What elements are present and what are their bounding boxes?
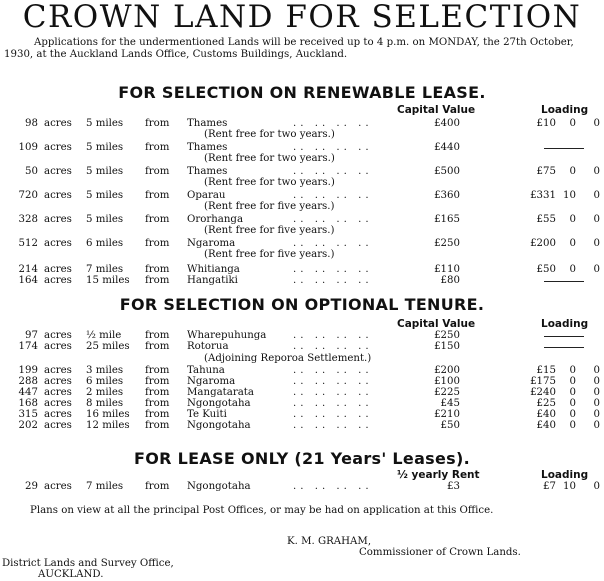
from-cell: from bbox=[145, 376, 170, 387]
loading-pounds-cell: £40 bbox=[536, 420, 556, 431]
loading-pence-cell: 0 bbox=[593, 398, 600, 409]
signatory-name: K. M. GRAHAM, bbox=[287, 536, 372, 547]
office-name: District Lands and Survey Office, bbox=[2, 558, 174, 569]
capital-value-cell: £210 bbox=[434, 409, 460, 420]
capital-value-cell: £50 bbox=[440, 420, 460, 431]
capital-value-cell: £80 bbox=[440, 275, 460, 286]
acreage-cell: 214 bbox=[18, 264, 38, 275]
distance-cell: 6 miles bbox=[86, 238, 124, 249]
unit-cell: acres bbox=[44, 376, 72, 387]
from-cell: from bbox=[145, 341, 170, 352]
place-cell: Thames bbox=[187, 142, 228, 153]
capital-value-cell: £500 bbox=[434, 166, 460, 177]
loading-header: Loading bbox=[541, 104, 589, 116]
unit-cell: acres bbox=[44, 214, 72, 225]
loading-shillings-cell: 0 bbox=[569, 398, 576, 409]
loading-pence-cell: 0 bbox=[593, 387, 600, 398]
place-cell: Ororhanga bbox=[187, 214, 244, 225]
capital-value-cell: £3 bbox=[447, 481, 460, 492]
capital-value-cell: £110 bbox=[434, 264, 460, 275]
acreage-cell: 168 bbox=[18, 398, 38, 409]
from-cell: from bbox=[145, 142, 170, 153]
from-cell: from bbox=[145, 387, 170, 398]
from-cell: from bbox=[145, 275, 170, 286]
from-cell: from bbox=[145, 166, 170, 177]
acreage-cell: 97 bbox=[25, 330, 38, 341]
loading-pounds-cell: £40 bbox=[536, 409, 556, 420]
loading-pence-cell: 0 bbox=[593, 214, 600, 225]
row-note: (Adjoining Reporoa Settlement.) bbox=[204, 353, 372, 364]
loading-pounds-cell: £55 bbox=[536, 214, 556, 225]
section-lease-only-heading: FOR LEASE ONLY (21 Years' Leases). bbox=[134, 449, 470, 468]
from-cell: from bbox=[145, 214, 170, 225]
loading-pence-cell: 0 bbox=[593, 190, 600, 201]
no-loading-dash bbox=[544, 347, 584, 348]
leader-dots: .. .. .. .. bbox=[293, 376, 373, 387]
unit-cell: acres bbox=[44, 264, 72, 275]
leader-dots: .. .. .. .. bbox=[293, 275, 373, 286]
loading-shillings-cell: 0 bbox=[569, 264, 576, 275]
unit-cell: acres bbox=[44, 387, 72, 398]
leader-dots: .. .. .. .. bbox=[293, 398, 373, 409]
unit-cell: acres bbox=[44, 118, 72, 129]
loading-pounds-cell: £25 bbox=[536, 398, 556, 409]
loading-pounds-cell: £331 bbox=[530, 190, 556, 201]
row-note: (Rent free for two years.) bbox=[204, 153, 335, 164]
loading-shillings-cell: 0 bbox=[569, 118, 576, 129]
unit-cell: acres bbox=[44, 481, 72, 492]
distance-cell: 16 miles bbox=[86, 409, 130, 420]
place-cell: Wharepuhunga bbox=[187, 330, 267, 341]
no-loading-dash bbox=[544, 336, 584, 337]
loading-pence-cell: 0 bbox=[593, 481, 600, 492]
from-cell: from bbox=[145, 238, 170, 249]
loading-pence-cell: 0 bbox=[593, 376, 600, 387]
unit-cell: acres bbox=[44, 341, 72, 352]
loading-pounds-cell: £75 bbox=[536, 166, 556, 177]
capital-value-cell: £165 bbox=[434, 214, 460, 225]
loading-pounds-cell: £10 bbox=[536, 118, 556, 129]
unit-cell: acres bbox=[44, 398, 72, 409]
capital-value-cell: £225 bbox=[434, 387, 460, 398]
place-cell: Ngaroma bbox=[187, 238, 236, 249]
place-cell: Mangatarata bbox=[187, 387, 254, 398]
place-cell: Ngongotaha bbox=[187, 398, 251, 409]
loading-shillings-cell: 0 bbox=[569, 376, 576, 387]
place-cell: Hangatiki bbox=[187, 275, 238, 286]
unit-cell: acres bbox=[44, 365, 72, 376]
acreage-cell: 288 bbox=[18, 376, 38, 387]
distance-cell: 7 miles bbox=[86, 481, 124, 492]
place-cell: Tahuna bbox=[187, 365, 225, 376]
from-cell: from bbox=[145, 190, 170, 201]
capital-value-cell: £45 bbox=[440, 398, 460, 409]
leader-dots: .. .. .. .. bbox=[293, 481, 373, 492]
acreage-cell: 328 bbox=[18, 214, 38, 225]
acreage-cell: 164 bbox=[18, 275, 38, 286]
row-note: (Rent free for five years.) bbox=[204, 201, 335, 212]
leader-dots: .. .. .. .. bbox=[293, 387, 373, 398]
capital-value-header: Capital Value bbox=[397, 318, 476, 330]
loading-shillings-cell: 0 bbox=[569, 238, 576, 249]
from-cell: from bbox=[145, 365, 170, 376]
distance-cell: ½ mile bbox=[86, 330, 122, 341]
plans-note: Plans on view at all the principal Post Offices, or may be had on application at this Office. bbox=[30, 505, 494, 516]
half-yearly-rent-header: ½ yearly Rent bbox=[397, 469, 480, 481]
distance-cell: 25 miles bbox=[86, 341, 130, 352]
from-cell: from bbox=[145, 420, 170, 431]
leader-dots: .. .. .. .. bbox=[293, 166, 373, 177]
distance-cell: 12 miles bbox=[86, 420, 130, 431]
leader-dots: .. .. .. .. bbox=[293, 341, 373, 352]
table-row bbox=[0, 481, 604, 493]
capital-value-cell: £440 bbox=[434, 142, 460, 153]
leader-dots: .. .. .. .. bbox=[293, 420, 373, 431]
acreage-cell: 50 bbox=[25, 166, 38, 177]
section-renewable-lease-heading: FOR SELECTION ON RENEWABLE LEASE. bbox=[118, 83, 486, 102]
row-note: (Rent free for two years.) bbox=[204, 129, 335, 140]
capital-value-cell: £360 bbox=[434, 190, 460, 201]
loading-shillings-cell: 0 bbox=[569, 420, 576, 431]
distance-cell: 8 miles bbox=[86, 398, 124, 409]
acreage-cell: 720 bbox=[18, 190, 38, 201]
leader-dots: .. .. .. .. bbox=[293, 409, 373, 420]
loading-pence-cell: 0 bbox=[593, 420, 600, 431]
place-cell: Oparau bbox=[187, 190, 226, 201]
distance-cell: 5 miles bbox=[86, 118, 124, 129]
from-cell: from bbox=[145, 398, 170, 409]
place-cell: Ngongotaha bbox=[187, 420, 251, 431]
loading-pence-cell: 0 bbox=[593, 409, 600, 420]
loading-shillings-cell: 0 bbox=[569, 214, 576, 225]
loading-shillings-cell: 0 bbox=[569, 409, 576, 420]
from-cell: from bbox=[145, 118, 170, 129]
place-cell: Te Kuiti bbox=[187, 409, 227, 420]
table-row bbox=[0, 275, 604, 287]
acreage-cell: 174 bbox=[18, 341, 38, 352]
table-row bbox=[0, 420, 604, 432]
leader-dots: .. .. .. .. bbox=[293, 190, 373, 201]
capital-value-cell: £150 bbox=[434, 341, 460, 352]
loading-pence-cell: 0 bbox=[593, 365, 600, 376]
leader-dots: .. .. .. .. bbox=[293, 330, 373, 341]
unit-cell: acres bbox=[44, 142, 72, 153]
row-note: (Rent free for two years.) bbox=[204, 177, 335, 188]
acreage-cell: 315 bbox=[18, 409, 38, 420]
distance-cell: 5 miles bbox=[86, 142, 124, 153]
leader-dots: .. .. .. .. bbox=[293, 264, 373, 275]
loading-shillings-cell: 10 bbox=[563, 190, 576, 201]
place-cell: Thames bbox=[187, 118, 228, 129]
loading-pounds-cell: £15 bbox=[536, 365, 556, 376]
capital-value-cell: £250 bbox=[434, 330, 460, 341]
from-cell: from bbox=[145, 330, 170, 341]
leader-dots: .. .. .. .. bbox=[293, 365, 373, 376]
place-cell: Whitianga bbox=[187, 264, 240, 275]
loading-shillings-cell: 0 bbox=[569, 365, 576, 376]
loading-pounds-cell: £7 bbox=[543, 481, 556, 492]
capital-value-header: Capital Value bbox=[397, 104, 476, 116]
intro-paragraph: Applications for the undermentioned Lands will be received up to 4 p.m. on MONDAY, the 27th October, 1930, at the Auckland Lands Office, Customs Buildings, Auckland. bbox=[4, 37, 574, 60]
no-loading-dash bbox=[544, 148, 584, 149]
leader-dots: .. .. .. .. bbox=[293, 238, 373, 249]
place-cell: Thames bbox=[187, 166, 228, 177]
unit-cell: acres bbox=[44, 409, 72, 420]
acreage-cell: 202 bbox=[18, 420, 38, 431]
unit-cell: acres bbox=[44, 275, 72, 286]
unit-cell: acres bbox=[44, 420, 72, 431]
office-city: AUCKLAND. bbox=[38, 569, 104, 580]
from-cell: from bbox=[145, 409, 170, 420]
unit-cell: acres bbox=[44, 330, 72, 341]
unit-cell: acres bbox=[44, 238, 72, 249]
section-optional-tenure-heading: FOR SELECTION ON OPTIONAL TENURE. bbox=[119, 295, 485, 314]
loading-pounds-cell: £240 bbox=[530, 387, 556, 398]
loading-shillings-cell: 0 bbox=[569, 166, 576, 177]
acreage-cell: 98 bbox=[25, 118, 38, 129]
distance-cell: 5 miles bbox=[86, 190, 124, 201]
loading-pounds-cell: £175 bbox=[530, 376, 556, 387]
from-cell: from bbox=[145, 481, 170, 492]
loading-pence-cell: 0 bbox=[593, 238, 600, 249]
loading-pounds-cell: £50 bbox=[536, 264, 556, 275]
acreage-cell: 29 bbox=[25, 481, 38, 492]
acreage-cell: 447 bbox=[18, 387, 38, 398]
distance-cell: 15 miles bbox=[86, 275, 130, 286]
loading-pence-cell: 0 bbox=[593, 118, 600, 129]
loading-pence-cell: 0 bbox=[593, 264, 600, 275]
distance-cell: 7 miles bbox=[86, 264, 124, 275]
page-title: CROWN LAND FOR SELECTION bbox=[22, 0, 582, 35]
distance-cell: 6 miles bbox=[86, 376, 124, 387]
from-cell: from bbox=[145, 264, 170, 275]
loading-header: Loading bbox=[541, 469, 589, 481]
acreage-cell: 512 bbox=[18, 238, 38, 249]
capital-value-cell: £400 bbox=[434, 118, 460, 129]
loading-pence-cell: 0 bbox=[593, 166, 600, 177]
loading-pounds-cell: £200 bbox=[530, 238, 556, 249]
capital-value-cell: £100 bbox=[434, 376, 460, 387]
row-note: (Rent free for five years.) bbox=[204, 249, 335, 260]
leader-dots: .. .. .. .. bbox=[293, 142, 373, 153]
row-note: (Rent free for five years.) bbox=[204, 225, 335, 236]
loading-shillings-cell: 0 bbox=[569, 387, 576, 398]
acreage-cell: 109 bbox=[18, 142, 38, 153]
table-row bbox=[0, 341, 604, 353]
distance-cell: 2 miles bbox=[86, 387, 124, 398]
place-cell: Rotorua bbox=[187, 341, 229, 352]
distance-cell: 5 miles bbox=[86, 166, 124, 177]
signatory-title: Commissioner of Crown Lands. bbox=[359, 547, 521, 558]
acreage-cell: 199 bbox=[18, 365, 38, 376]
leader-dots: .. .. .. .. bbox=[293, 118, 373, 129]
unit-cell: acres bbox=[44, 190, 72, 201]
leader-dots: .. .. .. .. bbox=[293, 214, 373, 225]
loading-header: Loading bbox=[541, 318, 589, 330]
no-loading-dash bbox=[544, 281, 584, 282]
place-cell: Ngongotaha bbox=[187, 481, 251, 492]
loading-shillings-cell: 10 bbox=[563, 481, 576, 492]
distance-cell: 5 miles bbox=[86, 214, 124, 225]
capital-value-cell: £250 bbox=[434, 238, 460, 249]
capital-value-cell: £200 bbox=[434, 365, 460, 376]
place-cell: Ngaroma bbox=[187, 376, 236, 387]
unit-cell: acres bbox=[44, 166, 72, 177]
distance-cell: 3 miles bbox=[86, 365, 124, 376]
